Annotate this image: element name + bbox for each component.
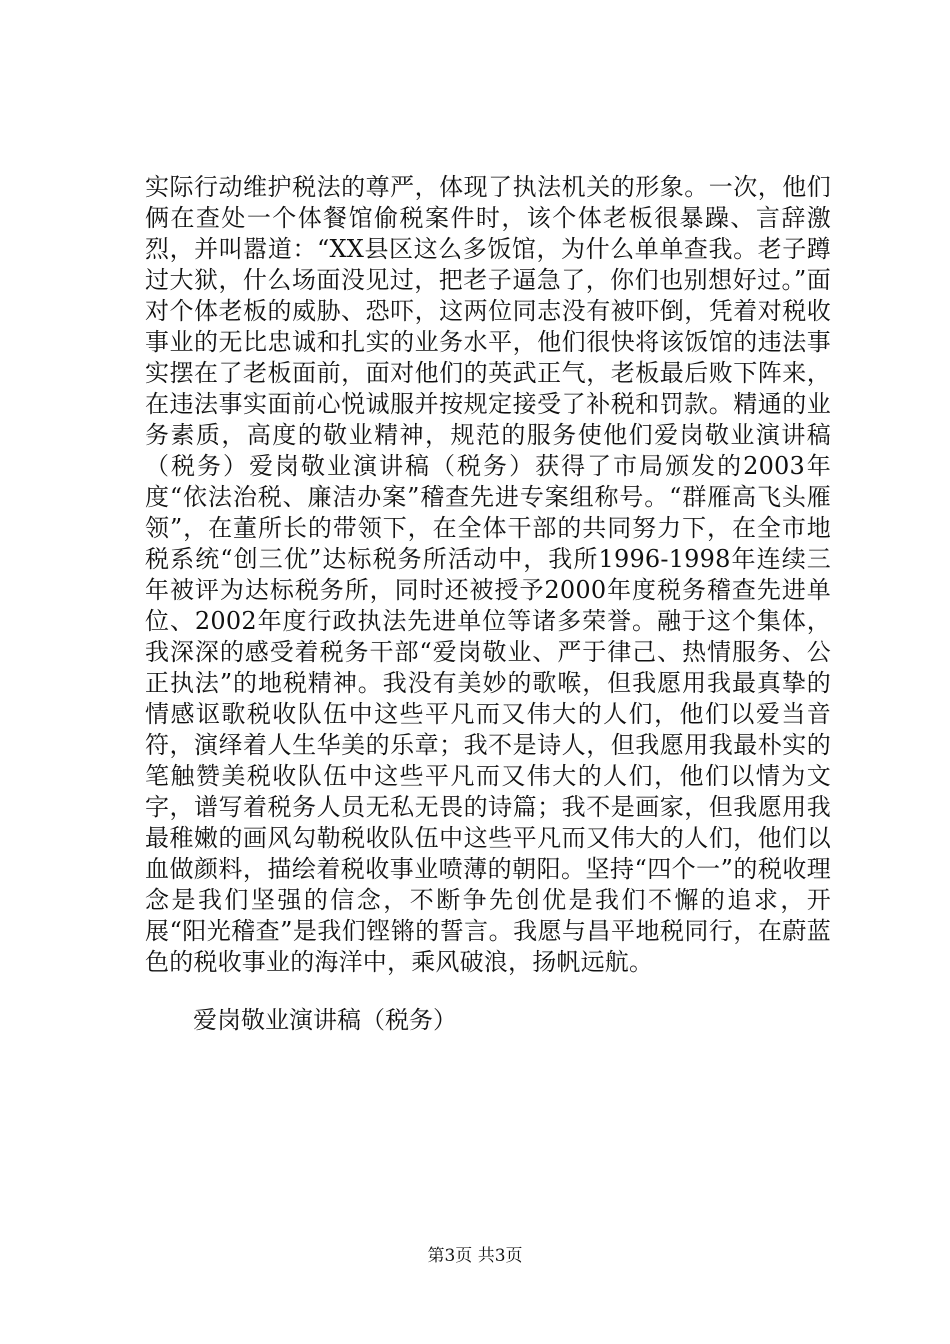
body-paragraph: 实际行动维护税法的尊严，体现了执法机关的形象。一次，他们俩在查处一个体餐馆偷税案件时，该个体老板很暴躁、言辞激烈，并叫嚣道：“XX县区这么多饭馆，为什么单单查我。老子蹲过大狱，什么场面没见过，把老子逼急了，你们也别想好过。”面对个体老板的威胁、恐吓，这两位同志没有被吓倒，凭着对税收事业的无比忠诚和扎实的业务水平，他们很快将该饭馆的违法事实摆在了老板面前，面对他们的英武正气，老板最后败下阵来，在违法事实面前心悦诚服并按规定接受了补税和罚款。精通的业务素质，高度的敬业精神，规范的服务使他们爱岗敬业演讲稿（税务）爱岗敬业演讲稿（税务）获得了市局颁发的2003年度“依法治税、廉洁办案”稽查先进专案组称号。“群雁高飞头雁领”，在董所长的带领下，在全体干部的共同努力下，在全市地税系统“创三优”达标税务所活动中，我所1996-1998年连续三年被评为达标税务所，同时还被授予2000年度税务稽查先进单位、2002年度行政执法先进单位等诸多荣誉。融于这个集体，我深深的感受着税务干部“爱岗敬业、严于律己、热情服务、公正执法”的地税精神。我没有美妙的歌喉，但我愿用我最真挚的情感讴歌税收队伍中这些平凡而又伟大的人们，他们以爱当音符，演绎着人生华美的乐章；我不是诗人，但我愿用我最朴实的笔触赞美税收队伍中这些平凡而又伟大的人们，他们以情为文字，谱写着税务人员无私无畏的诗篇；我不是画家，但我愿用我最稚嫩的画风勾勒税收队伍中这些平凡而又伟大的人们，他们以血做颜料，描绘着税收事业喷薄的朝阳。坚持“四个一”的税收理念是我们坚强的信念，不断争先创优是我们不懈的追求，开展“阳光稽查”是我们铿锵的誓言。我愿与昌平地税同行，在蔚蓝色的税收事业的海洋中，乘风破浪，扬帆远航。 [145,173,831,976]
page-number-footer: 第3页 共3页 [427,1246,523,1266]
closing-title: 爱岗敬业演讲稿（税务） [193,1006,457,1034]
